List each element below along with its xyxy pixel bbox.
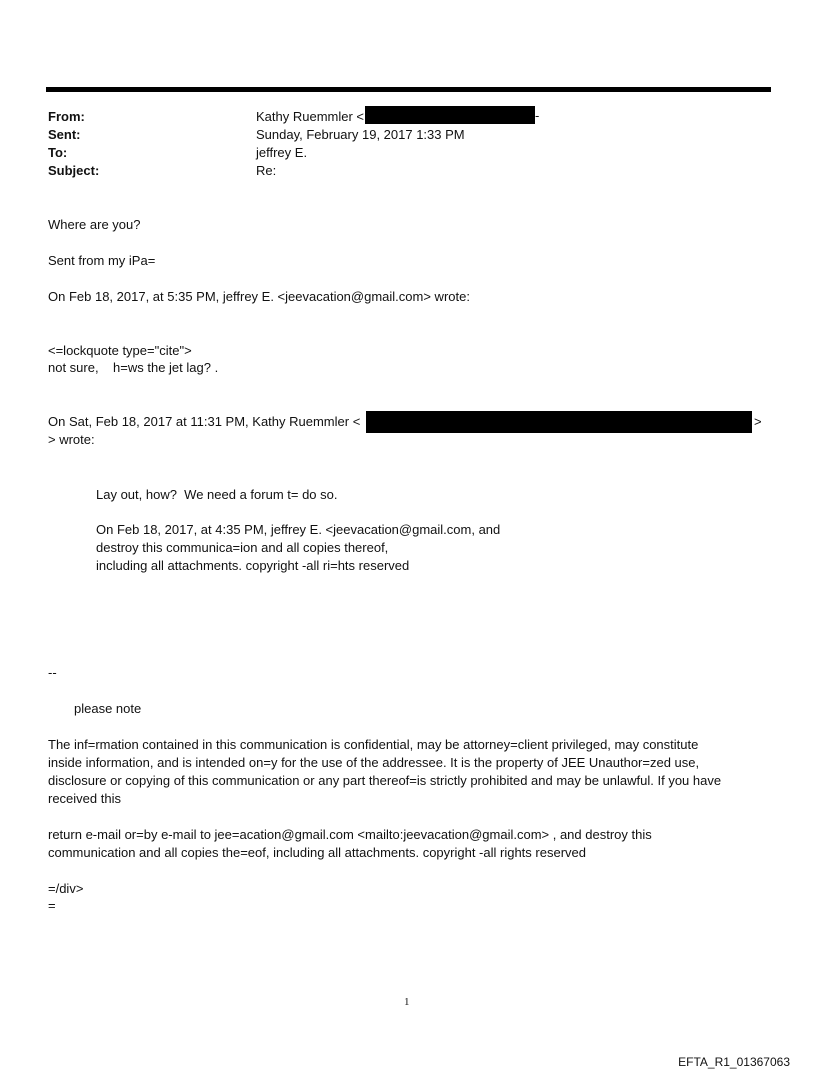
return-line-1: return e-mail or=by e-mail to jee=acation@gmail.com <mailto:jeevacation@gmail.com> , and destroy this: [48, 827, 652, 842]
body-line-sent-from: Sent from my iPa=: [48, 253, 156, 268]
body-line-on-sat: On Sat, Feb 18, 2017 at 11:31 PM, Kathy Ruemmler <: [48, 414, 361, 429]
header-rule: [46, 87, 771, 92]
subject-value: Re:: [256, 163, 277, 178]
quote-destroy: destroy this communica=ion and all copies thereof,: [96, 540, 389, 555]
div-end: =/div>: [48, 881, 84, 896]
body-line-where: Where are you?: [48, 217, 141, 232]
quote-on-feb18-435: On Feb 18, 2017, at 4:35 PM, jeffrey E. <jeevacation@gmail.com, and: [96, 522, 501, 537]
from-redaction-tail: -: [535, 108, 540, 123]
confidential-line-2: inside information, and is intended on=y for the use of the addressee. It is the property of JEE Unauthor=zed use,: [48, 755, 700, 770]
body-line-lockquote: <=lockquote type="cite">: [48, 343, 192, 358]
body-line-not-sure: not sure, h=ws the jet lag? .: [48, 360, 219, 375]
to-label: To:: [48, 145, 68, 160]
sent-value: Sunday, February 19, 2017 1:33 PM: [256, 127, 465, 142]
confidential-line-3: disclosure or copying of this communication or any part thereof=is strictly prohibited and may be unlawful. If you have: [48, 773, 722, 788]
subject-label: Subject:: [48, 163, 100, 178]
from-label: From:: [48, 109, 85, 124]
body-line-on-sat-tail: >: [754, 414, 762, 429]
please-note: please note: [74, 701, 142, 716]
body-line-on-feb18-535: On Feb 18, 2017, at 5:35 PM, jeffrey E. <jeevacation@gmail.com> wrote:: [48, 289, 470, 304]
to-value: jeffrey E.: [256, 145, 308, 160]
equals-line: =: [48, 898, 56, 913]
quote-attachments: including all attachments. copyright -all ri=hts reserved: [96, 558, 410, 573]
sent-label: Sent:: [48, 127, 81, 142]
email-redaction: [366, 411, 752, 433]
body-line-wrote: > wrote:: [48, 432, 95, 447]
from-redaction: [365, 106, 535, 124]
confidential-line-4: received this: [48, 791, 121, 806]
bates-number: EFTA_R1_01367063: [678, 1055, 790, 1069]
confidential-line-1: The inf=rmation contained in this communication is confidential, may be attorney=client privileged, may constitute: [48, 737, 699, 752]
signature-dash: --: [48, 665, 57, 680]
from-value: Kathy Ruemmler <: [256, 109, 365, 124]
page-number: 1: [404, 996, 410, 1008]
quote-lay-out: Lay out, how? We need a forum t= do so.: [96, 487, 338, 502]
return-line-2: communication and all copies the=eof, including all attachments. copyright -all rights reserved: [48, 845, 586, 860]
